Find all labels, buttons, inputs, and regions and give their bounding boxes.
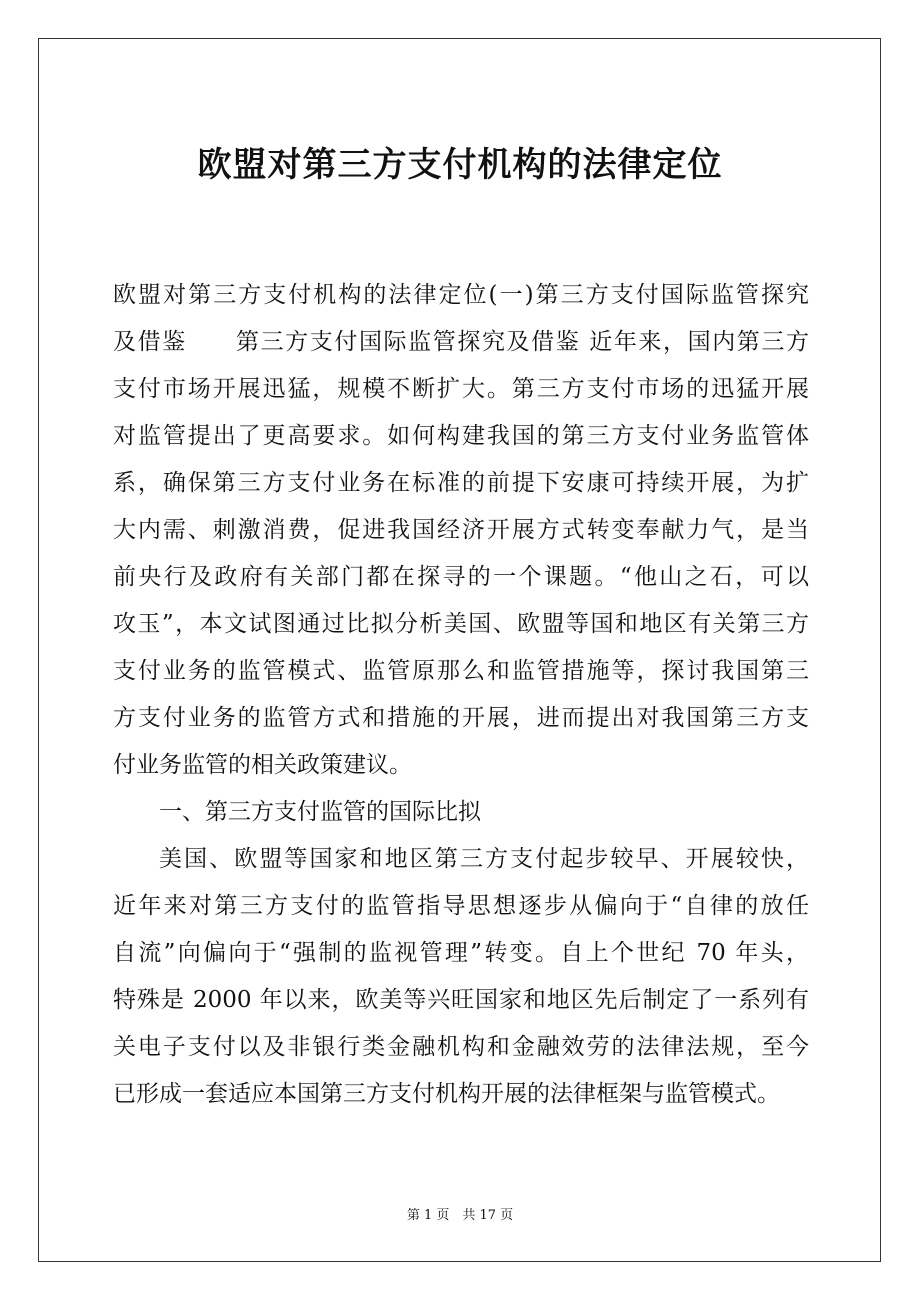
text-line: 付业务监管的相关政策建议。: [113, 752, 412, 778]
text-line: 支付市场开展迅猛，规模不断扩大。第三方支付市场的迅猛开展: [113, 376, 809, 402]
text-line: 大内需、刺激消费，促进我国经济开展方式转变奉献力气，是当: [113, 517, 809, 543]
document-title: 欧盟对第三方支付机构的法律定位: [197, 145, 723, 185]
text-line: 欧盟对第三方支付机构的法律定位(一)第三方支付国际监管探究: [113, 282, 809, 308]
text-line: 系，确保第三方支付业务在标准的前提下安康可持续开展，为扩: [113, 470, 809, 496]
paragraph: [113, 789, 809, 836]
text-line: 方支付业务的监管方式和措施的开展，进而提出对我国第三方支: [113, 705, 809, 731]
text-line: 近年来对第三方支付的监管指导思想逐步从偏向于“自律的放任: [113, 893, 809, 919]
text-line: 自流”向偏向于“强制的监视管理”转变。自上个世纪 70 年头，: [113, 940, 809, 966]
text-line: 及借鉴 第三方支付国际监管探究及借鉴 近年来，国内第三方: [113, 329, 809, 355]
text-line: 一、第三方支付监管的国际比拟: [159, 799, 481, 825]
page-footer: 第 1 页 共 17 页: [406, 1208, 514, 1223]
text-line: 特殊是 2000 年以来，欧美等兴旺国家和地区先后制定了一系列有: [113, 987, 809, 1013]
text-line: 支付业务的监管模式、监管原那么和监管措施等，探讨我国第三: [113, 658, 809, 684]
text-line: 攻玉”，本文试图通过比拟分析美国、欧盟等国和地区有关第三方: [113, 611, 809, 637]
text-line: 对监管提出了更高要求。如何构建我国的第三方支付业务监管体: [113, 423, 809, 449]
text-line: 前央行及政府有关部门都在探寻的一个课题。“他山之石，可以: [113, 564, 809, 590]
text-line: 美国、欧盟等国家和地区第三方支付起步较早、开展较快，: [159, 846, 809, 872]
paragraph: [113, 836, 809, 1118]
text-line: 关电子支付以及非银行类金融机构和金融效劳的法律法规，至今: [113, 1034, 809, 1060]
document-body: [113, 272, 809, 1118]
paragraph: [113, 272, 809, 789]
text-line: 已形成一套适应本国第三方支付机构开展的法律框架与监管模式。: [113, 1081, 780, 1107]
